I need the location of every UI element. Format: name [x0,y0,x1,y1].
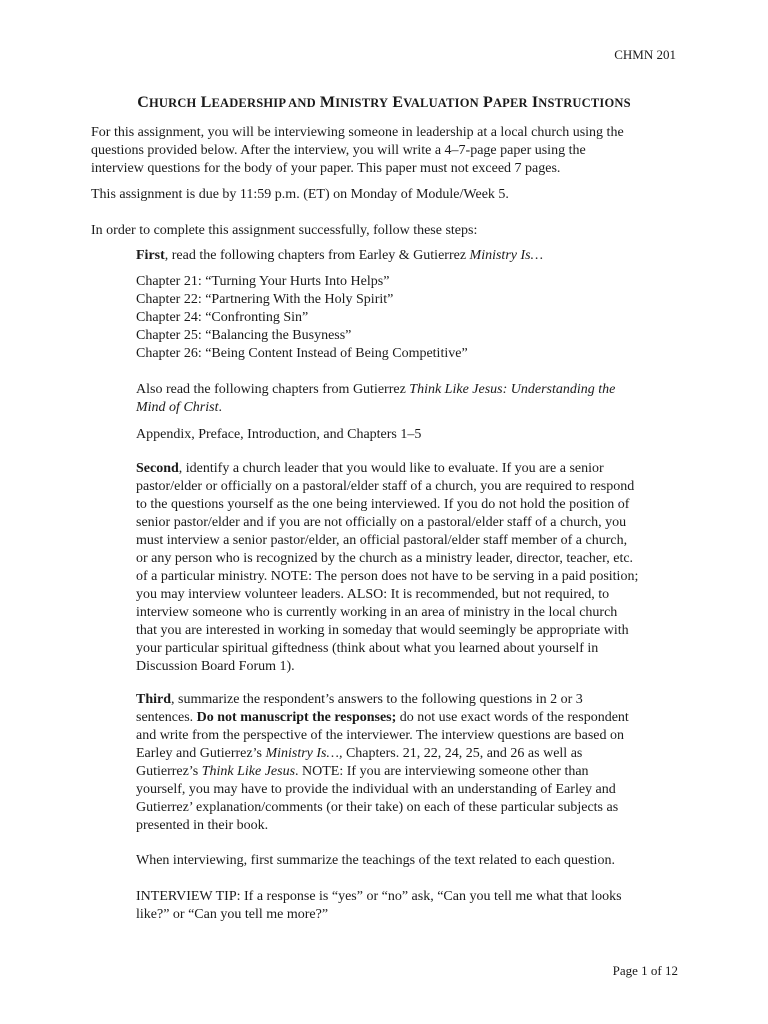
text-line: that you are interested in working in someday that would seemingly be appropriate with [136,623,629,638]
title-text: EADERSHIP AND [211,96,316,110]
list-item: Chapter 25: “Balancing the Busyness” [136,328,352,343]
text-line: yourself, you may have to provide the individual with an understanding of Earley and [136,782,616,797]
list-item: Chapter 22: “Partnering With the Holy Spirit” [136,292,394,307]
step-text: , summarize the respondent’s answers to the following questions in 2 or 3 [171,692,583,707]
appendix-text: Appendix, Preface, Introduction, and Chapters 1–5 [136,427,422,442]
text-line: you may interview volunteer leaders. ALSO: It is recommended, but not required, to [136,587,610,602]
list-item: Chapter 21: “Turning Your Hurts Into Helps” [136,274,390,289]
step-first [136,247,684,265]
list-item: Chapter 26: “Being Content Instead of Being Competitive” [136,346,468,361]
text-span: do not use exact words of the respondent [396,710,629,725]
title-char: M [319,94,336,111]
text-line: your particular spiritual giftedness (think about what you learned about yourself in [136,641,599,656]
title-char: C [137,94,149,111]
title-char: E [392,94,404,111]
text-line: interview someone who is currently working in an area of ministry in the local church [136,605,618,620]
step-second [136,460,684,676]
title-text: NSTRUCTIONS [538,96,631,110]
text-line: and write from the perspective of the interviewer. The interview questions are based on [136,728,625,743]
intro-paragraph [91,124,683,178]
text-span: Chapters. 21, 22, 24, 25, and 26 as well as [342,746,583,761]
book-title: Think Like Jesus [201,764,296,779]
step-label: Second [136,461,179,476]
steps-intro: In order to complete this assignment successfully, follow these steps: [91,223,478,238]
text-span: Gutierrez’s [136,764,202,779]
also-read-text [136,381,684,417]
step-text: , identify a church leader that you would like to evaluate. If you are a senior [178,461,604,476]
text-line: interview questions for the body of your paper. This paper must not exceed 7 pages. [91,161,561,176]
text-line: like?” or “Can you tell me more?” [136,907,329,922]
text-span: sentences. [136,710,197,725]
page-number: Page 1 of 12 [612,963,678,978]
text-line: pastor/elder or officially on a pastoral/elder staff of a church, you are required to respond [136,479,635,494]
text-line: Discussion Board Forum 1). [136,659,295,674]
title-text: VALUATION [403,96,479,110]
due-date-text: This assignment is due by 11:59 p.m. (ET) on Monday of Module/Week 5. [91,187,509,202]
also-text: Also read the following chapters from Gutierrez [136,382,410,397]
text-span: Earley and Gutierrez’s [136,746,266,761]
book-title: Ministry Is… [469,248,544,263]
title-text: APER [492,96,528,110]
text-line: of a particular ministry. NOTE: The person does not have to be serving in a paid position; [136,569,639,584]
text-line: must interview a senior pastor/elder, an official pastoral/elder staff member of a church, [136,533,628,548]
text-line: or any person who is recognized by the church as a ministry leader, director, teacher, etc. [136,551,634,566]
title-text: HURCH [148,96,197,110]
interviewing-note: When interviewing, first summarize the teachings of the text related to each question. [136,853,615,868]
text-line: senior pastor/elder and if you are not officially on a pastoral/elder staff of a church, you [136,515,627,530]
text-line: Gutierrez’ explanation/comments (or their take) on each of these particular subjects as [136,800,619,815]
title-char: L [200,94,212,111]
text-line: to the questions yourself as the one being interviewed. If you do not hold the position of [136,497,630,512]
course-code: CHMN 201 [614,47,676,62]
step-text: , read the following chapters from Earley & Gutierrez [164,248,470,263]
step-label: Third [136,692,172,707]
emphasis: Do not manuscript the responses; [196,710,397,725]
text-span: . NOTE: If you are interviewing someone other than [295,764,589,779]
title-char: P [482,94,493,111]
text-line: presented in their book. [136,818,269,833]
list-item: Chapter 24: “Confronting Sin” [136,310,309,325]
chapter-list [136,273,684,363]
title-char: I [531,94,539,111]
text-line: INTERVIEW TIP: If a response is “yes” or “no” ask, “Can you tell me what that looks [136,889,622,904]
step-third [136,691,684,835]
interview-tip [136,888,684,924]
punctuation: . [218,400,222,415]
text-line: For this assignment, you will be interviewing someone in leadership at a local church using the [91,125,624,140]
book-title: Think Like Jesus: Understanding the [409,382,616,397]
title-text: INISTRY [335,96,389,110]
step-label: First [136,248,165,263]
text-line: questions provided below. After the interview, you will write a 4–7-page paper using the [91,143,586,158]
book-title: Mind of Christ [136,400,219,415]
document-title [0,94,768,112]
book-title: Ministry Is…, [265,746,343,761]
